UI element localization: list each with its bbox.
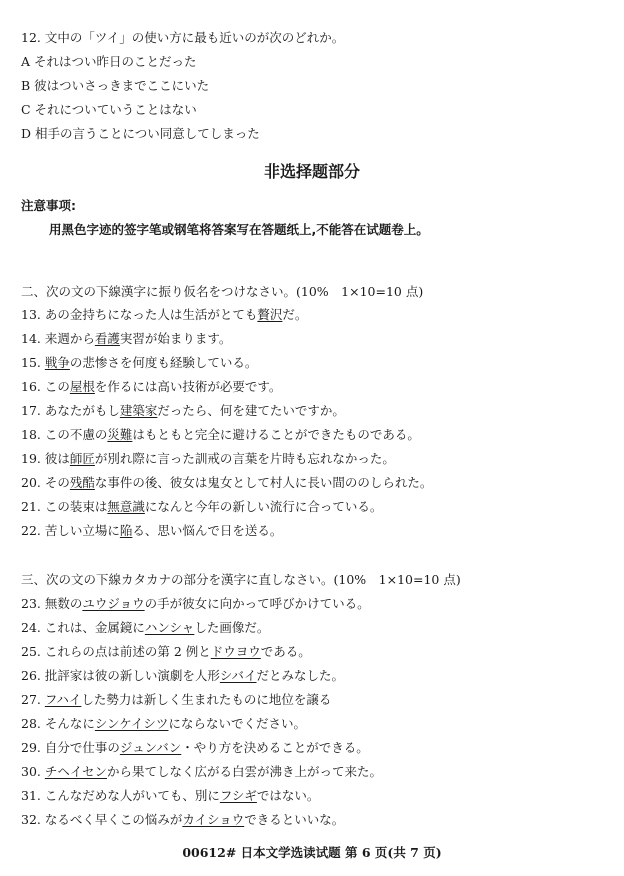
part3-item: [21, 812, 344, 828]
item-text: 16. この: [21, 379, 70, 394]
notice-label: 注意事项:: [21, 198, 76, 213]
item-text: を作るには高い技術が必要です。: [94, 379, 282, 394]
item-text: 30.: [21, 764, 45, 779]
q12-option-d: D 相手の言うことについ同意してしまった: [21, 126, 260, 141]
underlined-word: フハイ: [44, 692, 82, 707]
underlined-word: 贅沢: [257, 307, 283, 322]
item-text: だったら、何を建てたいですか。: [157, 403, 345, 418]
item-text: はもともと完全に避けることができたものである。: [132, 427, 420, 442]
item-text: 27.: [21, 692, 45, 707]
item-text: の悲惨さを何度も経験している。: [69, 355, 258, 370]
page-footer: 00612# 日本文学选读试题 第 6 页(共 7 页): [182, 845, 442, 860]
item-text: 19. 彼は: [21, 451, 70, 466]
part3-item: [21, 764, 382, 780]
item-text: できるといいな。: [244, 812, 345, 827]
section-title: 非选择题部分: [263, 162, 360, 181]
item-text: 28. そんなに: [21, 716, 95, 731]
part2-item: [21, 307, 307, 323]
item-text: 実習が始まります。: [119, 331, 232, 346]
item-text: 15.: [21, 355, 45, 370]
underlined-word: 陥: [119, 523, 133, 538]
item-text: 23. 無数の: [21, 596, 83, 611]
part3-item: [21, 596, 370, 612]
item-text: にならないでください。: [168, 716, 306, 731]
notice-text: 用黑色字迹的签字笔或钢笔将答案写在答题纸上,不能答在试题卷上。: [49, 222, 429, 237]
underlined-word: 屋根: [69, 379, 95, 394]
underlined-word: チヘイセン: [44, 764, 107, 779]
part3-item: [21, 716, 306, 732]
item-text: ではない。: [256, 788, 320, 803]
part3-item: [21, 740, 369, 756]
underlined-word: ユウジョウ: [82, 596, 145, 611]
item-text: から果てしなく広がる白雲が沸き上がって来た。: [107, 764, 383, 779]
item-text: 22. 苦しい立場に: [21, 523, 120, 538]
item-text: になんと今年の新しい流行に合っている。: [144, 499, 383, 514]
item-text: 21. この装束は: [21, 499, 108, 514]
underlined-word: 師匠: [69, 451, 95, 466]
item-text: だ。: [282, 307, 308, 322]
item-text: した画像だ。: [194, 620, 270, 635]
part2-title: 二、次の文の下線漢字に振り仮名をつけなさい。(10% 1×10=10 点): [21, 284, 424, 299]
item-text: 17. あなたがもし: [21, 403, 120, 418]
underlined-word: 看護: [94, 331, 120, 346]
item-text: が別れ際に言った訓戒の言葉を片時も忘れなかった。: [94, 451, 395, 466]
item-text: な事件の後、彼女は鬼女として村人に長い間ののしられた。: [94, 475, 433, 490]
item-text: 32. なるべく早くこの悩みが: [21, 812, 183, 827]
item-text: 14. 来週から: [21, 331, 95, 346]
item-text: ・やり方を決めることができる。: [181, 740, 369, 755]
part3-item: [21, 692, 331, 708]
part3-item: [21, 620, 269, 636]
item-text: 13. あの金持ちになった人は生活がとても: [21, 307, 258, 322]
underlined-word: 戦争: [44, 355, 70, 370]
part2-item: [21, 427, 420, 443]
part2-item: [21, 379, 281, 395]
underlined-word: シバイ: [219, 668, 257, 683]
item-text: 26. 批評家は彼の新しい演劇を人形: [21, 668, 220, 683]
item-text: 18. この不慮の: [21, 427, 108, 442]
underlined-word: 災難: [107, 427, 133, 442]
q12-stem: 12. 文中の「ツイ」の使い方に最も近いのが次のどれか。: [21, 30, 345, 45]
underlined-word: ジュンバン: [119, 740, 182, 755]
item-text: 20. その: [21, 475, 70, 490]
item-text: 29. 自分で仕事の: [21, 740, 120, 755]
item-text: 24. これは、金属鏡に: [21, 620, 145, 635]
q12-option-c: C それについていうことはない: [21, 102, 197, 117]
item-text: した勢力は新しく生まれたものに地位を譲る: [81, 692, 332, 707]
underlined-word: 建築家: [119, 403, 158, 418]
underlined-word: フシギ: [219, 788, 257, 803]
part2-item: [21, 355, 257, 371]
underlined-word: ドウヨウ: [210, 644, 261, 659]
underlined-word: 無意識: [107, 499, 145, 514]
part2-item: [21, 475, 432, 491]
underlined-word: 残酷: [69, 475, 95, 490]
item-text: の手が彼女に向かって呼びかけている。: [144, 596, 370, 611]
part2-item: [21, 451, 395, 467]
underlined-word: シンケイシツ: [94, 716, 169, 731]
underlined-word: カイショウ: [182, 812, 245, 827]
part2-item: [21, 331, 231, 347]
item-text: 25. これらの点は前述の第 2 例と: [21, 644, 211, 659]
part2-item: [21, 499, 382, 515]
part3-item: [21, 668, 344, 684]
part3-item: [21, 644, 311, 660]
part2-item: [21, 403, 345, 419]
q12-option-b: B 彼はついさっきまでここにいた: [21, 78, 210, 93]
item-text: 31. こんなだめな人がいても、別に: [21, 788, 220, 803]
part3-item: [21, 788, 319, 804]
underlined-word: ハンシャ: [144, 620, 195, 635]
part2-item: [21, 523, 282, 539]
item-text: である。: [260, 644, 311, 659]
part3-title: 三、次の文の下線カタカナの部分を漢字に直しなさい。(10% 1×10=10 点): [21, 572, 461, 587]
item-text: だとみなした。: [256, 668, 345, 683]
q12-option-a: A それはつい昨日のことだった: [21, 54, 197, 69]
item-text: る、思い悩んで日を送る。: [132, 523, 283, 538]
